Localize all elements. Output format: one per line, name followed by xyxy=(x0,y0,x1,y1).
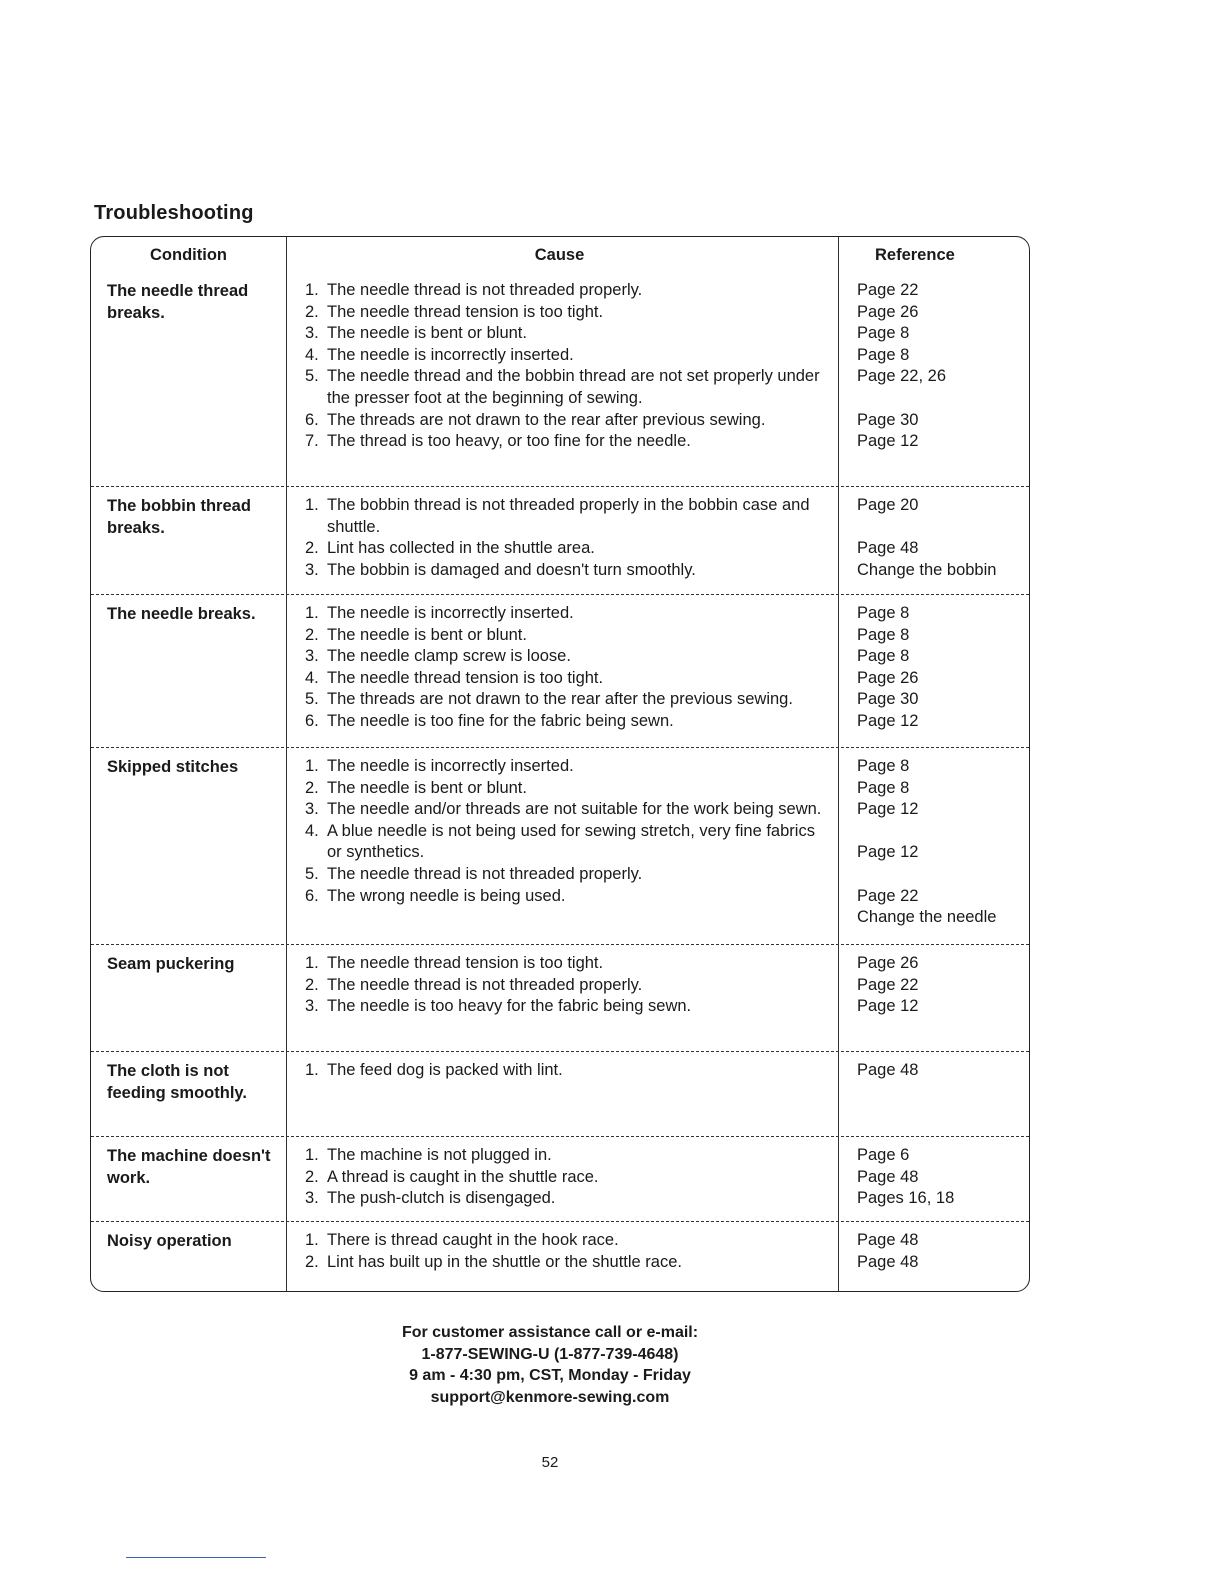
cause-item xyxy=(305,689,832,711)
condition-cell: The bobbin thread breaks. xyxy=(107,497,251,537)
table-row xyxy=(91,747,1029,944)
customer-assistance xyxy=(300,1322,800,1408)
reference-item: Page 8 xyxy=(857,604,910,622)
cause-text: A thread is caught in the shuttle race. xyxy=(327,1167,599,1186)
cause-number: 3. xyxy=(305,800,319,819)
reference-item: Page 26 xyxy=(857,668,919,687)
reference-item: Page 22 xyxy=(857,975,919,994)
cause-text: A blue needle is not being used for sewing stretch, very fine fabrics or synthetics. xyxy=(327,821,815,862)
reference-item: Page 22, 26 xyxy=(857,367,946,386)
table-row xyxy=(91,594,1029,747)
troubleshooting-table xyxy=(90,236,1030,1292)
cause-number: 2. xyxy=(305,975,319,994)
cause-number: 3. xyxy=(305,997,319,1016)
cause-item xyxy=(305,799,832,821)
cause-item xyxy=(305,711,832,733)
cause-number: 3. xyxy=(305,647,319,666)
cause-item xyxy=(305,756,832,778)
cause-item xyxy=(305,345,832,367)
condition-cell: Seam puckering xyxy=(107,955,235,973)
reference-item: Page 20 xyxy=(857,496,919,514)
reference-spacer xyxy=(857,517,1029,539)
reference-item: Page 48 xyxy=(857,1167,919,1186)
cause-number: 7. xyxy=(305,432,319,451)
cause-number: 2. xyxy=(305,302,319,321)
cause-item xyxy=(305,668,832,690)
reference-item: Page 48 xyxy=(857,1231,919,1249)
cause-number: 1. xyxy=(305,281,319,299)
table-row xyxy=(91,1221,1029,1291)
cause-text: The needle thread is not threaded properly. xyxy=(327,864,643,883)
cause-text: The needle is bent or blunt. xyxy=(327,778,527,797)
reference-item: Page 8 xyxy=(857,324,910,343)
reference-item: Page 22 xyxy=(857,281,919,299)
reference-cell xyxy=(838,1052,1029,1136)
table-row xyxy=(91,944,1029,1051)
footer-email: support@kenmore-sewing.com xyxy=(430,1388,670,1406)
cause-item xyxy=(305,366,832,409)
cause-text: The wrong needle is being used. xyxy=(327,886,566,905)
reference-item: Page 6 xyxy=(857,1146,910,1164)
cause-item xyxy=(305,646,832,668)
footer-line-1: For customer assistance call or e-mail: xyxy=(401,1324,699,1341)
cause-item xyxy=(305,975,832,997)
reference-item: Page 26 xyxy=(857,954,919,972)
cause-text: The threads are not drawn to the rear after the previous sewing. xyxy=(327,690,793,709)
cause-number: 5. xyxy=(305,864,319,883)
cause-number: 2. xyxy=(305,778,319,797)
cause-item xyxy=(305,886,832,908)
reference-cell xyxy=(838,487,1029,594)
cause-number: 2. xyxy=(305,1167,319,1186)
cause-item xyxy=(305,495,832,538)
cause-item xyxy=(305,1060,832,1082)
cause-number: 6. xyxy=(305,410,319,429)
cause-text: The needle is bent or blunt. xyxy=(327,625,527,644)
footer-phone: 1-877-SEWING-U (1-877-739-4648) xyxy=(421,1345,679,1363)
cause-text: The needle thread tension is too tight. xyxy=(327,668,604,687)
cause-item xyxy=(305,538,832,560)
cause-text: The bobbin is damaged and doesn't turn smoothly. xyxy=(327,560,696,579)
reference-item: Page 30 xyxy=(857,690,919,709)
table-row xyxy=(91,1051,1029,1136)
cause-text: The needle is incorrectly inserted. xyxy=(327,604,574,622)
table-row xyxy=(91,1136,1029,1221)
page-number: 52 xyxy=(541,1454,559,1471)
cause-number: 6. xyxy=(305,711,319,730)
cause-item xyxy=(305,996,832,1018)
cause-number: 5. xyxy=(305,367,319,386)
reference-item: Page 8 xyxy=(857,757,910,775)
cause-item xyxy=(305,625,832,647)
cause-list xyxy=(305,603,832,733)
cause-item xyxy=(305,864,832,886)
cause-number: 2. xyxy=(305,625,319,644)
cause-number: 3. xyxy=(305,560,319,579)
cause-text: The needle and/or threads are not suitable for the work being sewn. xyxy=(327,800,822,819)
reference-item: Page 8 xyxy=(857,778,910,797)
cause-text: Lint has collected in the shuttle area. xyxy=(327,539,595,558)
cause-list xyxy=(305,495,832,581)
cause-number: 4. xyxy=(305,668,319,687)
cause-cell xyxy=(286,595,838,747)
cause-item xyxy=(305,410,832,432)
cause-number: 3. xyxy=(305,324,319,343)
cause-list xyxy=(305,953,832,1018)
cause-text: The needle thread and the bobbin thread are not set properly under the presser foot at the beginning of sewing. xyxy=(327,367,820,407)
cause-number: 1. xyxy=(305,1146,319,1164)
condition-cell: Noisy operation xyxy=(107,1232,232,1250)
reference-item: Page 48 xyxy=(857,1061,919,1079)
cause-number: 6. xyxy=(305,886,319,905)
cause-item xyxy=(305,1252,832,1274)
reference-item: Page 12 xyxy=(857,843,919,862)
cause-cell xyxy=(286,748,838,944)
cause-text: The needle thread tension is too tight. xyxy=(327,302,604,321)
cause-item xyxy=(305,821,832,864)
cause-text: The needle thread is not threaded properly. xyxy=(327,975,643,994)
reference-item: Page 12 xyxy=(857,432,919,451)
cause-list xyxy=(305,1230,832,1273)
reference-cell xyxy=(838,1222,1029,1291)
cause-number: 2. xyxy=(305,539,319,558)
cause-item xyxy=(305,1188,832,1210)
reference-item: Page 12 xyxy=(857,711,919,730)
cause-item xyxy=(305,431,832,453)
table-body xyxy=(91,272,1029,1291)
cause-cell xyxy=(286,1137,838,1221)
cause-item xyxy=(305,1167,832,1189)
cause-number: 1. xyxy=(305,496,319,514)
reference-item: Pages 16, 18 xyxy=(857,1189,955,1208)
cause-cell xyxy=(286,487,838,594)
condition-cell: Skipped stitches xyxy=(107,758,239,776)
footer-hours: 9 am - 4:30 pm, CST, Monday - Friday xyxy=(409,1367,691,1384)
cause-number: 4. xyxy=(305,821,319,840)
reference-spacer xyxy=(857,388,1029,410)
cause-cell xyxy=(286,1052,838,1136)
cause-cell xyxy=(286,272,838,486)
header-condition: Condition xyxy=(150,246,227,264)
cause-number: 3. xyxy=(305,1189,319,1208)
cause-text: Lint has built up in the shuttle or the shuttle race. xyxy=(327,1252,682,1271)
cause-text: The needle is too heavy for the fabric being sewn. xyxy=(327,997,692,1016)
reference-spacer xyxy=(857,821,1029,843)
cause-item xyxy=(305,953,832,975)
cause-text: The push-clutch is disengaged. xyxy=(327,1189,556,1208)
condition-cell: The machine doesn't work. xyxy=(107,1147,271,1187)
cause-item xyxy=(305,778,832,800)
condition-cell: The cloth is not feeding smoothly. xyxy=(107,1062,247,1102)
cause-list xyxy=(305,280,832,453)
cause-number: 5. xyxy=(305,690,319,709)
reference-item: Page 48 xyxy=(857,1252,919,1271)
cause-number: 2. xyxy=(305,1252,319,1271)
cause-item xyxy=(305,1230,832,1252)
cause-text: The needle is incorrectly inserted. xyxy=(327,757,574,775)
reference-spacer xyxy=(857,864,1029,886)
cause-number: 1. xyxy=(305,954,319,972)
cause-text: The machine is not plugged in. xyxy=(327,1146,552,1164)
reference-cell xyxy=(838,595,1029,747)
cause-list xyxy=(305,756,832,907)
cause-number: 1. xyxy=(305,604,319,622)
reference-item: Change the bobbin xyxy=(857,560,997,579)
header-reference: Reference xyxy=(838,237,1029,272)
cause-item xyxy=(305,603,832,625)
reference-cell xyxy=(838,1137,1029,1221)
reference-item: Page 8 xyxy=(857,345,910,364)
cause-text: The threads are not drawn to the rear after previous sewing. xyxy=(327,410,766,429)
reference-item: Page 12 xyxy=(857,997,919,1016)
cause-item xyxy=(305,1145,832,1167)
reference-cell xyxy=(838,945,1029,1051)
cause-item xyxy=(305,560,832,582)
cause-list xyxy=(305,1145,832,1210)
cause-text: The needle clamp screw is loose. xyxy=(327,647,571,666)
cause-text: The needle thread is not threaded properly. xyxy=(327,281,643,299)
reference-item: Page 26 xyxy=(857,302,919,321)
cause-cell xyxy=(286,1222,838,1291)
reference-cell xyxy=(838,748,1029,944)
cause-text: The needle is too fine for the fabric being sewn. xyxy=(327,711,674,730)
reference-item: Page 12 xyxy=(857,800,919,819)
condition-cell: The needle thread breaks. xyxy=(107,282,249,322)
cause-list xyxy=(305,1060,832,1082)
divider xyxy=(126,1557,266,1558)
header-cause: Cause xyxy=(286,237,838,272)
cause-text: The needle is incorrectly inserted. xyxy=(327,345,574,364)
reference-item: Change the needle xyxy=(857,908,997,927)
cause-number: 1. xyxy=(305,757,319,775)
cause-item xyxy=(305,280,832,302)
page-title: Troubleshooting xyxy=(94,202,254,224)
cause-item xyxy=(305,302,832,324)
reference-cell xyxy=(838,272,1029,486)
cause-number: 4. xyxy=(305,345,319,364)
cause-number: 1. xyxy=(305,1061,319,1079)
reference-item: Page 8 xyxy=(857,625,910,644)
table-header-row xyxy=(91,237,1029,272)
reference-item: Page 22 xyxy=(857,886,919,905)
table-row xyxy=(91,486,1029,594)
cause-item xyxy=(305,323,832,345)
cause-text: The feed dog is packed with lint. xyxy=(327,1061,563,1079)
cause-number: 1. xyxy=(305,1231,319,1249)
cause-cell xyxy=(286,945,838,1051)
cause-text: There is thread caught in the hook race. xyxy=(327,1231,619,1249)
reference-item: Page 30 xyxy=(857,410,919,429)
condition-cell: The needle breaks. xyxy=(107,605,256,623)
cause-text: The needle is bent or blunt. xyxy=(327,324,527,343)
cause-text: The thread is too heavy, or too fine for the needle. xyxy=(327,432,691,451)
cause-text: The needle thread tension is too tight. xyxy=(327,954,604,972)
cause-text: The bobbin thread is not threaded properly in the bobbin case and shuttle. xyxy=(327,496,810,536)
table-row xyxy=(91,272,1029,486)
reference-item: Page 48 xyxy=(857,539,919,558)
reference-item: Page 8 xyxy=(857,647,910,666)
